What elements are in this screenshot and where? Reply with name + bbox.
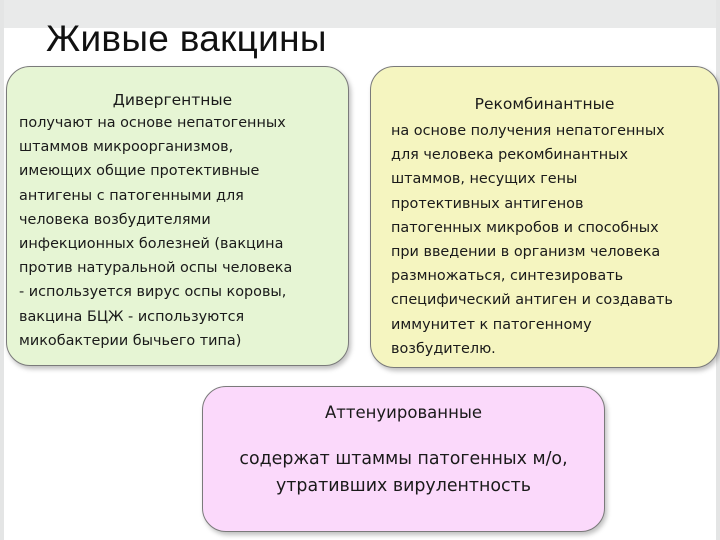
text-line: штаммов, несущих гены <box>391 171 578 188</box>
attenuated-heading: Аттенуированные <box>324 403 483 422</box>
text-line: получают на основе непатогенных <box>19 115 286 131</box>
text-line: утративших вирулентность <box>276 476 531 496</box>
recombinant-heading: Рекомбинантные <box>474 95 615 113</box>
recombinant-vaccines-box <box>370 66 719 368</box>
slide-title: Живые вакцины <box>46 18 327 59</box>
text-line: протективных антигенов <box>391 195 584 212</box>
text-line: специфический антиген и создавать <box>391 292 673 309</box>
divergent-heading: Дивергентные <box>112 91 233 109</box>
text-line: иммунитет к патогенному <box>391 316 592 333</box>
text-line: патогенных микробов и способных <box>391 219 659 236</box>
attenuated-description <box>203 446 604 500</box>
text-line: человека возбудителями <box>19 211 211 228</box>
text-line: инфекционных болезней (вакцина <box>19 236 284 253</box>
text-line: вакцина БЦЖ - используются <box>19 308 245 325</box>
divergent-vaccines-box <box>6 66 349 366</box>
text-line: на основе получения непатогенных <box>391 123 665 139</box>
text-line: имеющих общие протективные <box>19 163 260 180</box>
recombinant-description <box>391 119 718 361</box>
text-line: содержат штаммы патогенных м/о, <box>239 449 568 469</box>
attenuated-vaccines-box <box>202 386 605 532</box>
text-line: - используется вирус оспы коровы, <box>19 284 287 301</box>
text-line: штаммов микроорганизмов, <box>19 139 234 156</box>
divergent-description <box>19 111 348 353</box>
text-line: микобактерии бычьего типа) <box>19 332 242 349</box>
text-line: при введении в организм человека <box>391 244 661 261</box>
text-line: против натуральной оспы человека <box>19 260 293 277</box>
text-line: возбудителю. <box>391 340 496 357</box>
text-line: антигены с патогенными для <box>19 187 244 204</box>
left-decor-strip <box>0 0 4 540</box>
text-line: размножаться, синтезировать <box>391 268 624 285</box>
text-line: для человека рекомбинантных <box>391 147 629 164</box>
